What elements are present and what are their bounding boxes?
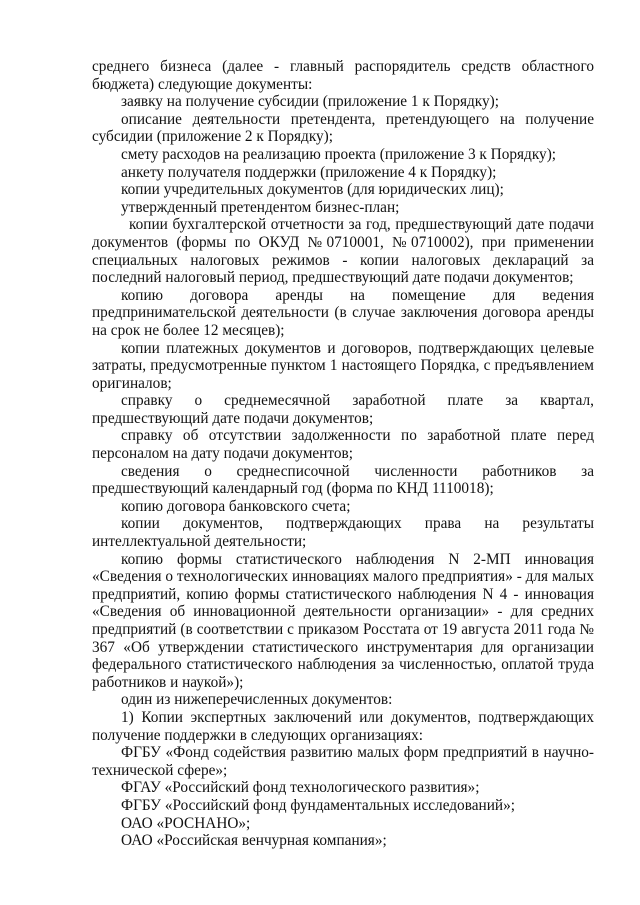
paragraph: анкету получателя поддержки (приложение 4 к Порядку); — [121, 163, 497, 181]
paragraph: справку об отсутствии задолженности по заработной плате перед персоналом на дату подачи документов; — [92, 427, 594, 463]
paragraph: копию договора аренды на помещение для ведения предпринимательской деятельности (в случае заключения договора аренды на срок не более 12 месяцев); — [92, 286, 594, 339]
paragraph: ФГАУ «Российский фонд технологического развития»; — [121, 779, 480, 797]
paragraph: копии платежных документов и договоров, подтверждающих целевые затраты, предусмотренные пунктом 1 настоящего Порядка, с предъявлением оригиналов; — [92, 339, 594, 392]
paragraph: ФГБУ «Фонд содействия развитию малых форм предприятий в научно-технической сфере»; — [92, 744, 594, 779]
document-body — [92, 58, 594, 850]
paragraph: заявку на получение субсидии (приложение 1 к Порядку); — [121, 93, 499, 111]
paragraph: среднего бизнеса (далее - главный распорядитель средств областного бюджета) следующие документы: — [92, 58, 594, 93]
paragraph: ОАО «РОСНАНО»; — [121, 814, 251, 832]
paragraph: сведения о среднесписочной численности работников за предшествующий календарный год (форма по КНД 1110018); — [92, 462, 594, 498]
paragraph: копии бухгалтерской отчетности за год, предшествующий дате подачи документов (формы по ОКУД №0710001, №0710002), при применении специальных налоговых режимов - копии налоговых деклараций за последний налоговый период, предшествующий дате подачи документов; — [92, 216, 594, 287]
paragraph: утвержденный претендентом бизнес-план; — [121, 198, 400, 216]
paragraph: копии документов, подтверждающих права на результаты интеллектуальной деятельности; — [92, 515, 594, 551]
paragraph: ФГБУ «Российский фонд фундаментальных исследований»; — [121, 796, 515, 814]
paragraph: копию формы статистического наблюдения N 2-МП инновация «Сведения о технологических инновациях малого предприятия» - для малых предприятий, копию формы статистического наблюдения N 4 - инновация «Сведения об инновационной деятельности организации» - для средних предприятий (в соответствии с приказом Росстата от 19 августа 2011 года № 367 «Об утверждении статистического инструментария для организации федерального статистического наблюдения за численностью, оплатой труда работников и наукой»); — [92, 550, 594, 691]
paragraph: ОАО «Российская венчурная компания»; — [121, 832, 387, 850]
paragraph: описание деятельности претендента, претендующего на получение субсидии (приложение 2 к Порядку); — [92, 110, 594, 146]
paragraph: один из нижеперечисленных документов: — [121, 691, 393, 709]
paragraph: справку о среднемесячной заработной плате за квартал, предшествующий дате подачи документов; — [92, 392, 594, 427]
paragraph: смету расходов на реализацию проекта (приложение 3 к Порядку); — [121, 145, 557, 163]
paragraph: копии учредительных документов (для юридических лиц); — [121, 181, 504, 199]
paragraph: 1) Копии экспертных заключений или документов, подтверждающих получение поддержки в следующих организациях: — [92, 708, 594, 744]
paragraph: копию договора банковского счета; — [121, 497, 351, 515]
